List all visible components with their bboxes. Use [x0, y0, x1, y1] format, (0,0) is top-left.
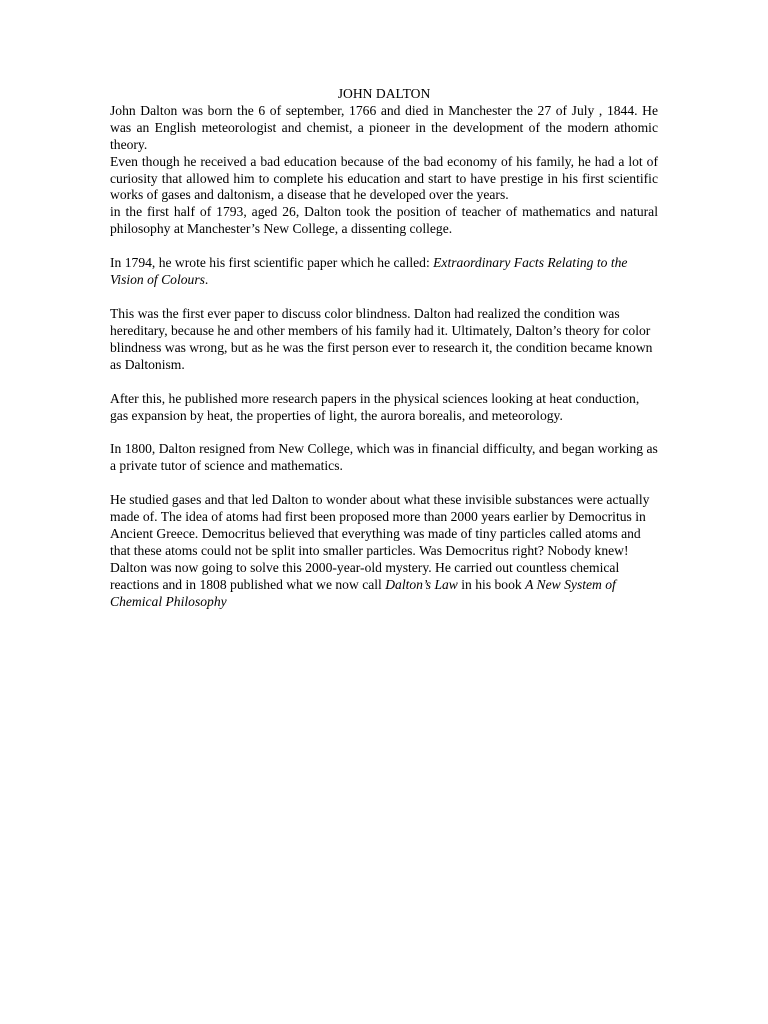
paragraph-gap: [110, 475, 658, 492]
law-name: Dalton’s Law: [385, 576, 458, 592]
paragraph-gap: [110, 374, 658, 391]
paragraph-atoms: [110, 492, 658, 610]
paragraph-first-paper-end: .: [204, 272, 209, 288]
paragraph-resignation: In 1800, Dalton resigned from New College, which was in financial difficulty, and began working as a private tutor of science and mathematics.: [110, 441, 658, 474]
paragraph-teacher: in the first half of 1793, aged 26, Dalton took the position of teacher of mathematics and natural philosophy at Manchester’s New College, a dissenting college.: [110, 204, 658, 237]
paragraph-first-paper: [110, 255, 658, 289]
paragraph-research: After this, he published more research papers in the physical sciences looking at heat conduction, gas expansion by heat, the properties of light, the aurora borealis, and meteorology.: [110, 390, 640, 423]
paragraph-atoms-mid: in his book: [457, 576, 526, 592]
paragraph-birth: John Dalton was born the 6 of september, 1766 and died in Manchester the 27 of July , 1844. He was an English meteorologist and chemist, a pioneer in the development of the modern athomic theory.: [110, 102, 658, 152]
paragraph-color-blindness: This was the first ever paper to discuss color blindness. Dalton had realized the condition was hereditary, because he and other members of his family had it. Ultimately, Dalton’s theory for color blindness was wrong, but as he was the first person ever to research it, the condition became known as Daltonism.: [110, 305, 653, 372]
paragraph-atoms-text: He studied gases and that led Dalton to wonder about what these invisible substances were actually made of. The idea of atoms had first been proposed more than 2000 years earlier by Democritus in Ancient Greece. Democritus believed that everything was made of tiny particles called atoms and that these atoms could not be split into smaller particles. Was Democritus right? Nobody knew! Dalton was now going to solve this 2000-year-old mystery. He carried out countless chemical reactions and in 1808 published what we now call: [110, 492, 650, 592]
paper-title: Extraordinary Facts Relating to the Vision of Colours: [110, 255, 628, 288]
paragraph-gap: [110, 238, 658, 255]
paragraph-education: Even though he received a bad education because of the bad economy of his family, he had a lot of curiosity that allowed him to complete his education and start to have prestige in his first scientific works of gases and daltonism, a disease that he developed over the years.: [110, 153, 658, 203]
paragraph-first-paper-text: In 1794, he wrote his first scientific paper which he called:: [110, 255, 434, 271]
paragraph-gap: [110, 424, 658, 441]
document-body: [110, 86, 658, 611]
paragraph-gap: [110, 289, 658, 306]
document-title: JOHN DALTON: [337, 86, 431, 101]
book-title: A New System of Chemical Philosophy: [110, 576, 616, 609]
